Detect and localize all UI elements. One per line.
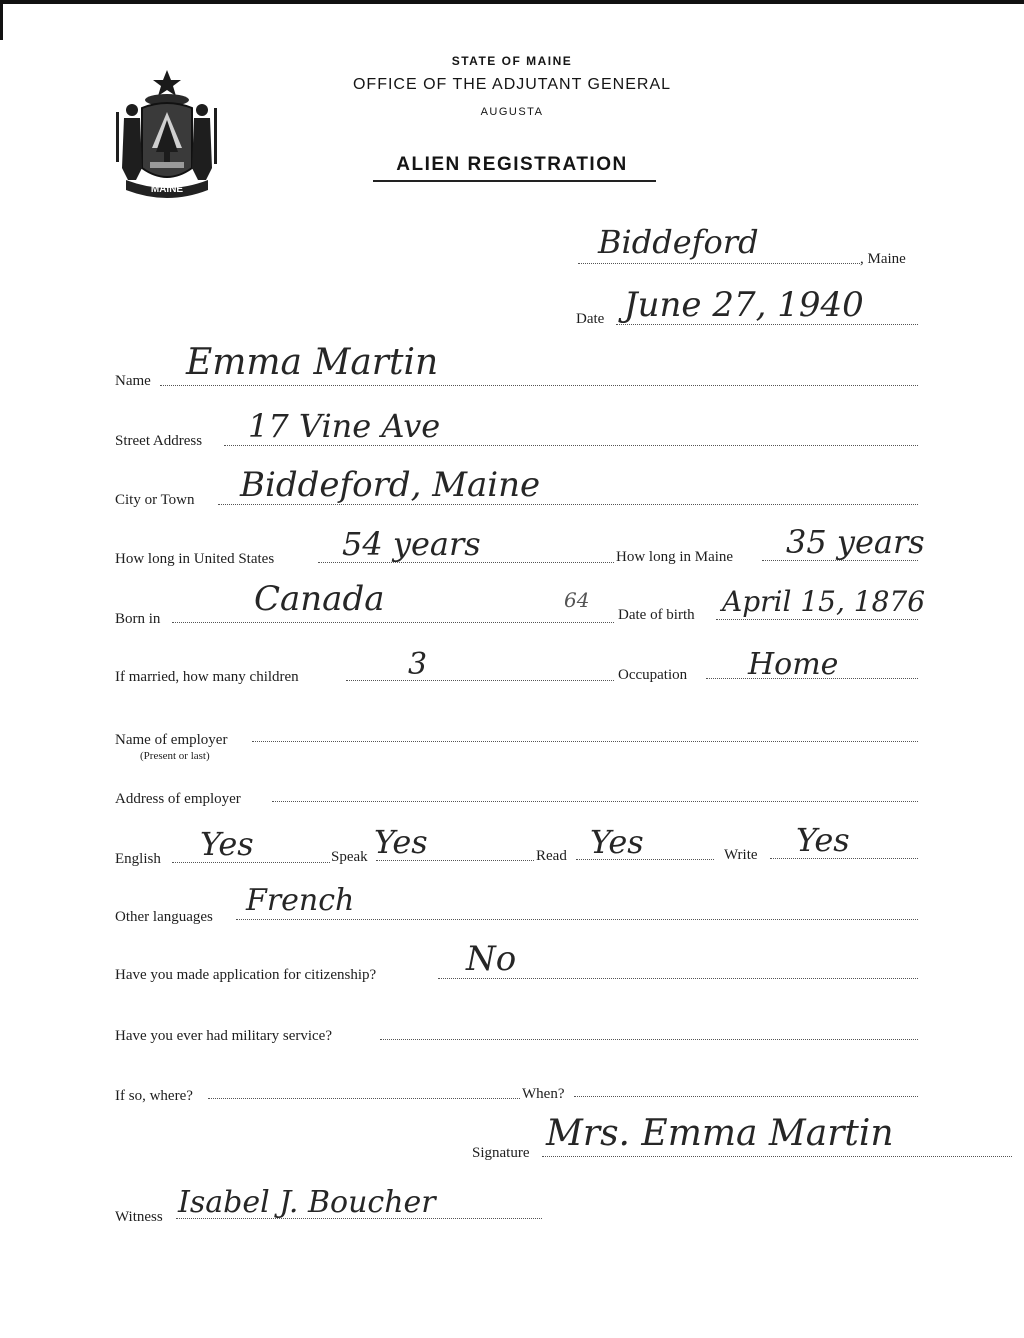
born-in-label: Born in — [115, 611, 161, 627]
born-in-line — [172, 622, 614, 623]
children-label: If married, how many children — [115, 669, 299, 685]
how-long-us-label: How long in United States — [115, 551, 275, 567]
header-office: OFFICE OF THE ADJUTANT GENERAL — [352, 76, 672, 93]
write-label: Write — [724, 847, 758, 863]
employer-address-line — [272, 801, 918, 802]
occupation-label: Occupation — [618, 667, 688, 683]
date-of-birth-label: Date of birth — [618, 607, 695, 623]
witness-label: Witness — [115, 1209, 163, 1225]
write-entry: Yes — [796, 821, 850, 859]
place-entry: Biddeford — [598, 223, 759, 261]
date-of-birth-entry: April 15, 1876 — [722, 585, 926, 618]
title-underline — [373, 180, 656, 182]
signature-entry: Mrs. Emma Martin — [546, 1113, 894, 1154]
form-title: ALIEN REGISTRATION — [396, 154, 628, 175]
occupation-entry: Home — [748, 647, 839, 682]
read-label: Read — [536, 848, 567, 864]
speak-entry: Yes — [374, 823, 428, 861]
scan-top-edge — [0, 0, 1024, 4]
military-line — [380, 1039, 918, 1040]
how-long-maine-label: How long in Maine — [616, 549, 734, 565]
employer-address-label: Address of employer — [115, 791, 241, 807]
street-address-label: Street Address — [115, 433, 203, 449]
maine-label: , Maine — [860, 251, 906, 267]
where-label: If so, where? — [115, 1088, 193, 1104]
english-label: English — [115, 851, 161, 867]
how-long-maine-entry: 35 years — [786, 523, 925, 561]
other-languages-label: Other languages — [115, 909, 213, 925]
how-long-us-entry: 54 years — [342, 525, 481, 563]
city-entry: Biddeford, Maine — [240, 465, 541, 505]
other-languages-line — [236, 919, 918, 920]
speak-label: Speak — [331, 849, 368, 865]
scan-left-edge — [0, 0, 3, 40]
date-label: Date — [576, 311, 605, 327]
street-address-line — [224, 445, 918, 446]
place-line — [578, 263, 860, 264]
signature-label: Signature — [472, 1145, 530, 1161]
city-label: City or Town — [115, 492, 195, 508]
read-entry: Yes — [590, 823, 644, 861]
name-line — [160, 385, 918, 386]
children-entry: 3 — [408, 647, 428, 682]
where-line — [208, 1098, 520, 1099]
name-entry: Emma Martin — [186, 342, 439, 383]
born-in-entry: Canada — [254, 579, 385, 619]
employer-note-label: (Present or last) — [140, 750, 210, 762]
street-address-entry: 17 Vine Ave — [248, 407, 441, 445]
signature-line — [542, 1156, 1012, 1157]
military-label: Have you ever had military service? — [115, 1028, 332, 1044]
name-label: Name — [115, 373, 151, 389]
witness-entry: Isabel J. Boucher — [178, 1185, 436, 1220]
citizenship-label: Have you made application for citizenship? — [115, 967, 377, 983]
citizenship-entry: No — [466, 939, 517, 979]
children-line — [346, 680, 614, 681]
header-city: AUGUSTA — [480, 106, 544, 118]
english-entry: Yes — [200, 825, 254, 863]
when-line — [574, 1096, 918, 1097]
age-entry: 64 — [564, 588, 590, 612]
date-of-birth-line — [716, 619, 918, 620]
when-label: When? — [522, 1086, 565, 1102]
other-languages-entry: French — [246, 883, 355, 918]
seal-text: MAINE — [150, 184, 184, 195]
header-state: STATE OF MAINE — [451, 54, 573, 68]
employer-name-line — [252, 741, 918, 742]
date-entry: June 27, 1940 — [624, 285, 864, 325]
employer-name-label: Name of employer — [115, 732, 228, 748]
